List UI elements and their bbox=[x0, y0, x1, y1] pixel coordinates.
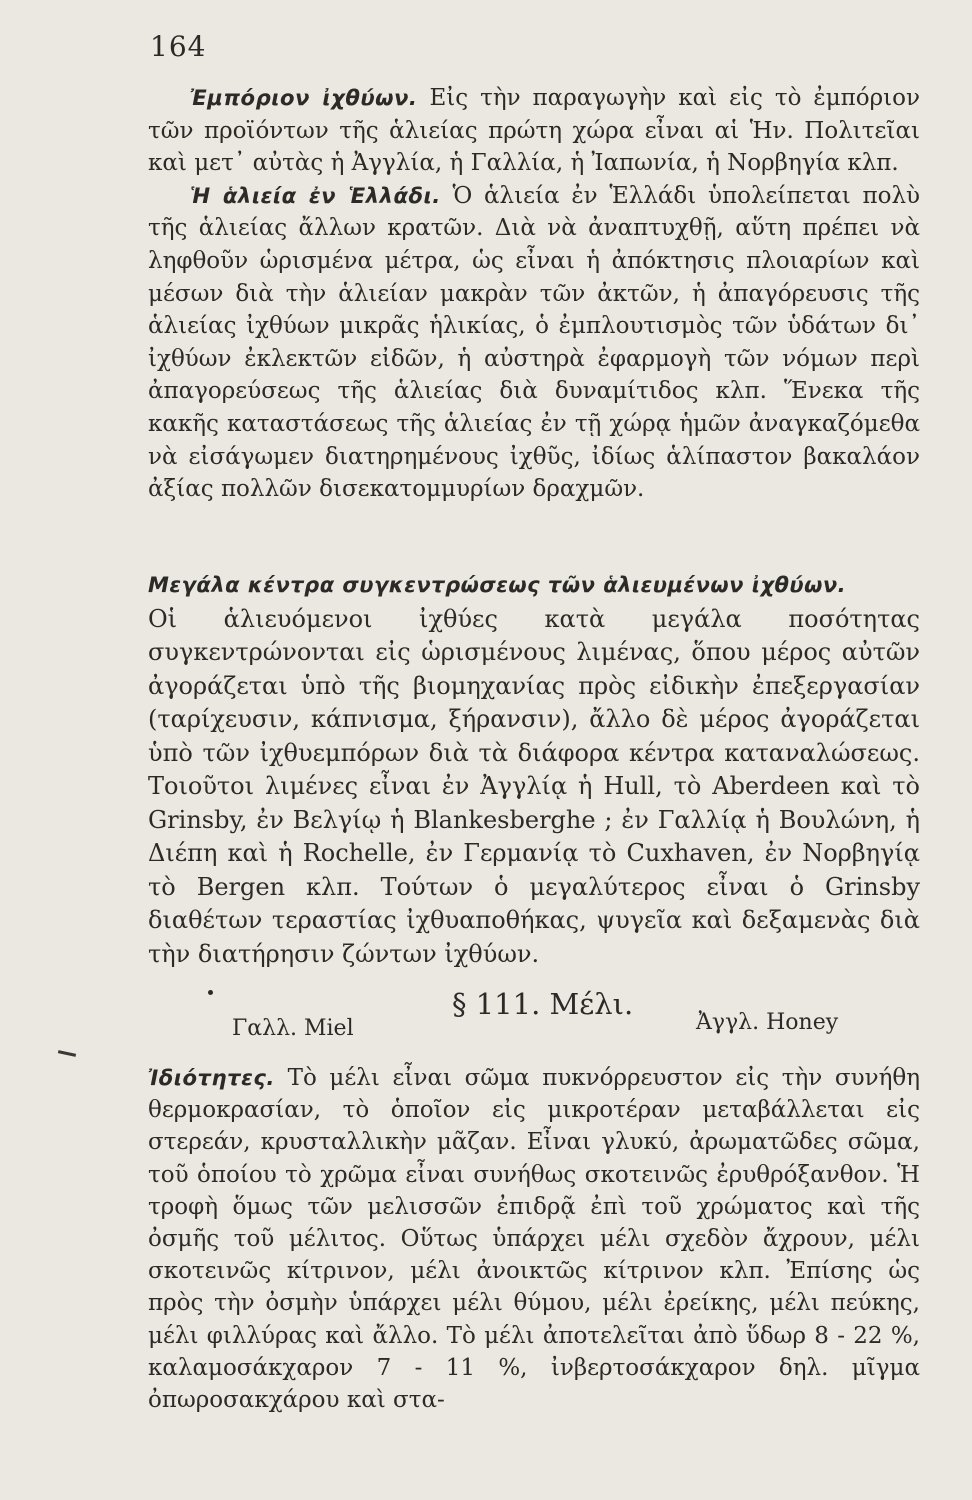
margin-mark bbox=[58, 1050, 76, 1057]
french-term: Γαλλ. Miel bbox=[232, 1016, 354, 1041]
heading-fishing-greece: Ἡ ἁλιεία ἐν Ἑλλάδι. bbox=[190, 182, 441, 208]
paragraph-fish-trade bbox=[148, 82, 920, 180]
heading-fish-centers: Μεγάλα κέντρα συγκεντρώσεως τῶν ἁλιευμένων ἰχθύων. bbox=[148, 573, 847, 597]
section-title-honey: § 111. Μέλι. bbox=[452, 987, 634, 1021]
text-fishing-greece: Ὁ ἁλιεία ἐν Ἑλλάδι ὑπολείπεται πολὺ τῆς ἁλιείας ἄλλων κρατῶν. Διὰ νὰ ἀναπτυχθῇ, αὕτη πρέπει νὰ ληφθοῦν ὡρισμένα μέτρα, ὡς εἶναι ἡ ἀπόκτησις πλοιαρίων καὶ μέσων διὰ τὴν ἁλιείαν μακρὰν τῶν ἀκτῶν, ἡ ἀπαγόρευσις τῆς ἁλιείας ἰχθύων μικρᾶς ἡλικίας, ὁ ἐμπλουτισμὸς τῶν ὑδάτων δι᾽ ἰχθύων ἐκλεκτῶν εἰδῶν, ἡ αὐστηρὰ ἐφαρμογὴ τῶν νόμων περὶ ἀπαγορεύσεως τῆς ἁλιείας διὰ δυναμίτιδος κλπ. Ἕνεκα τῆς κακῆς καταστάσεως τῆς ἁλιείας ἐν τῇ χώρᾳ ἡμῶν ἀναγκαζόμεθα νὰ εἰσάγωμεν διατηρημένους ἰχθῦς, ἰδίως ἁλίπαστον βακαλάον ἀξίας πολλῶν δισεκατομμυρίων δραχμῶν. bbox=[148, 182, 921, 503]
text-fish-trade: Εἰς τὴν παραγωγὴν καὶ εἰς τὸ ἐμπόριον τῶν προϊόντων τῆς ἁλιείας πρώτη χώρα εἶναι αἱ Ἡν. Πολιτεῖαι καὶ μετ᾽ αὐτὰς ἡ Ἀγγλία, ἡ Γαλλία, ἡ Ἰαπωνία, ἡ Νορβηγία κλπ. bbox=[148, 85, 921, 177]
english-term: Ἀγγλ. Honey bbox=[696, 1010, 839, 1035]
paragraph-fishing-greece bbox=[148, 180, 920, 506]
fish-centers-block bbox=[148, 569, 920, 971]
heading-fish-trade: Ἐμπόριον ἰχθύων. bbox=[190, 85, 418, 110]
paragraph-honey-properties bbox=[148, 1062, 920, 1416]
page-number: 164 bbox=[150, 30, 207, 63]
honey-properties-block bbox=[148, 1062, 920, 1416]
fish-trade-block bbox=[148, 82, 920, 506]
text-honey-properties: Τὸ μέλι εἶναι σῶμα πυκνόρρευστον εἰς τὴν συνήθη θερμοκρασίαν, τὸ ὁποῖον εἰς μικροτέραν μεταβάλλεται εἰς στερεάν, κρυσταλλικὴν μᾶζαν. Εἶναι γλυκύ, ἀρωματῶδες σῶμα, τοῦ ὁποίου τὸ χρῶμα εἶναι συνήθως σκοτεινῶς ἐρυθρόξανθον. Ἡ τροφὴ ὅμως τῶν μελισσῶν ἐπιδρᾷ ἐπὶ τοῦ χρώματος καὶ τῆς ὀσμῆς τοῦ μέλιτος. Οὕτως ὑπάρχει μέλι σχεδὸν ἄχρουν, μέλι σκοτεινῶς κίτρινον, μέλι ἀνοικτῶς κίτρινον κλπ. Ἐπίσης ὡς πρὸς τὴν ὀσμὴν ὑπάρχει μέλι θύμου, μέλι ἐρείκης, μέλι πεύκης, μέλι φιλλύρας καὶ ἄλλο. Τὸ μέλι ἀποτελεῖται ἀπὸ ὕδωρ 8 - 22 %, καλαμοσάκχαρον 7 - 11 %, ἰνβερτοσάκχαρον δηλ. μῖγμα ὀπωροσακχάρου καὶ στα- bbox=[148, 1065, 920, 1414]
heading-honey-properties: Ἰδιότητες. bbox=[148, 1065, 275, 1090]
text-fish-centers: Οἱ ἁλιευόμενοι ἰχθύες κατὰ μεγάλα ποσότητας συγκεντρώνονται εἰς ὡρισμένους λιμένας, ὅπου μέρος αὐτῶν ἀγοράζεται ὑπὸ τῆς βιομηχανίας πρὸς εἰδικὴν ἐπεξεργασίαν (ταρίχευσιν, κάπνισμα, ξήρανσιν), ἄλλο δὲ μέρος ἀγοράζεται ὑπὸ τῶν ἰχθυεμπόρων διὰ τὰ διάφορα κέντρα καταναλώσεως. Τοιοῦτοι λιμένες εἶναι ἐν Ἀγγλίᾳ ἡ Hull, τὸ Aberdeen καὶ τὸ Grinsby, ἐν Βελγίῳ ἡ Blankesberghe ; ἐν Γαλλίᾳ ἡ Βουλώνη, ἡ Διέπη καὶ ἡ Rochelle, ἐν Γερμανίᾳ τὸ Cuxhaven, ἐν Νορβηγίᾳ τὸ Bergen κλπ. Τούτων ὁ μεγαλύτερος εἶναι ὁ Grinsby διαθέτων τεραστίας ἰχθυαποθήκας, ψυγεῖα καὶ δεξαμενὰς διὰ τὴν διατήρησιν ζώντων ἰχθύων. bbox=[148, 604, 920, 968]
stray-dot bbox=[208, 990, 213, 995]
